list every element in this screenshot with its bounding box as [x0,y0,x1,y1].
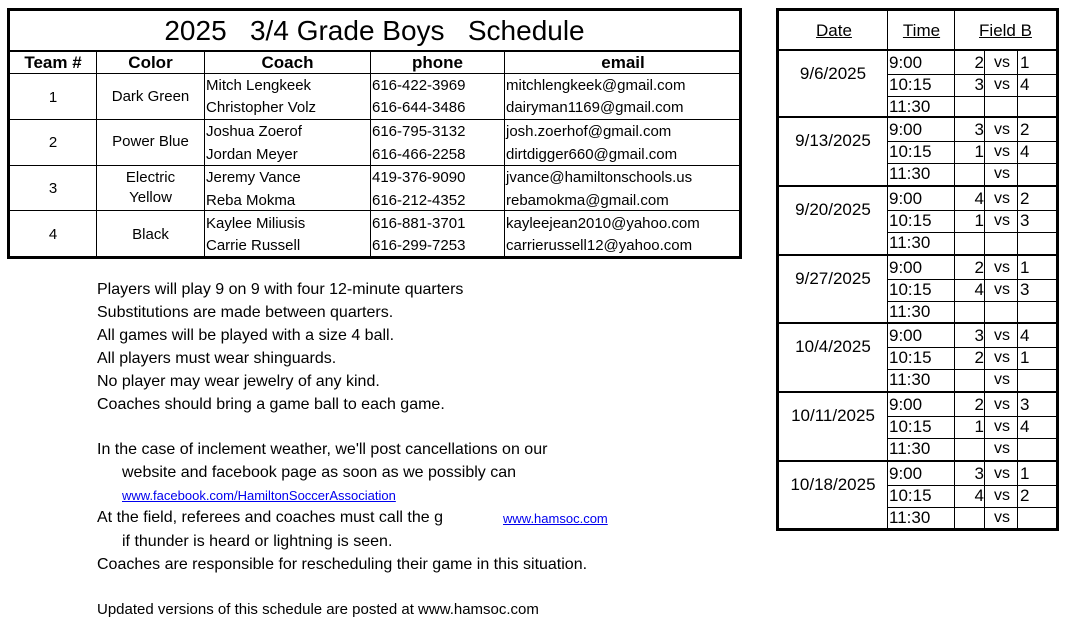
schedule-title: 2025 3/4 Grade Boys Schedule [164,15,585,46]
team-number: 4 [48,226,58,243]
team-table [7,8,742,259]
coach-email[interactable]: josh.zoerhof@gmail.com [506,123,672,140]
row-divider [10,210,739,211]
game-time: 10:15 [889,142,932,161]
header-color: Color [128,53,173,72]
row-divider [887,74,1056,75]
column-divider [887,255,888,323]
game-time: 10:15 [889,75,932,94]
home-team: 1 [974,417,984,436]
game-time: 9:00 [889,120,923,139]
vs-label: vs [994,440,1010,457]
vs-label: vs [994,349,1010,366]
game-time: 9:00 [889,326,923,345]
row-divider [887,416,1056,417]
away-team: 2 [1020,120,1030,139]
column-divider [984,392,985,460]
game-time: 11:30 [889,233,931,252]
field-text: Coaches are responsible for rescheduling their game in this situation. [97,556,588,573]
vs-label: vs [994,259,1010,276]
home-team: 3 [974,120,984,139]
coach-name: Carrie Russell [206,237,301,254]
vs-label: vs [994,212,1010,229]
row-divider [10,73,739,74]
row-divider [887,369,1056,370]
team-number: 3 [48,180,58,197]
header-divider [779,49,1056,51]
column-divider [887,117,888,185]
game-date: 9/27/2025 [795,269,871,288]
field-text: if thunder is heard or lightning is seen. [122,533,393,550]
column-divider [370,52,371,256]
coach-phone: 616-466-2258 [372,146,466,163]
header-date: Date [816,21,852,40]
away-team: 1 [1020,258,1030,277]
game-schedule-table [776,8,1059,531]
game-time: 11:30 [889,439,931,458]
coach-name: Mitch Lengkeek [206,77,312,94]
vs-label: vs [994,281,1010,298]
column-divider [204,52,205,256]
home-team: 4 [974,486,984,505]
away-team: 2 [1020,486,1030,505]
column-divider [954,323,955,391]
header-email: email [601,53,645,72]
home-team: 4 [974,280,984,299]
game-time: 11:30 [889,370,931,389]
coach-phone: 616-299-7253 [372,237,466,254]
facebook-link[interactable]: www.facebook.com/HamiltonSoccerAssociation [122,488,396,503]
game-time: 9:00 [889,189,923,208]
game-time: 11:30 [889,508,931,527]
column-divider [504,52,505,256]
vs-label: vs [994,143,1010,160]
rule-text: Substitutions are made between quarters. [97,304,394,321]
row-divider [887,163,1056,164]
game-time: 11:30 [889,97,931,116]
column-divider [1017,392,1018,460]
row-divider [887,485,1056,486]
vs-label: vs [994,509,1010,526]
home-team: 3 [974,326,984,345]
column-divider [984,117,985,185]
game-time: 10:15 [889,211,932,230]
game-date: 9/13/2025 [795,131,871,150]
team-color: Electric Yellow [125,169,176,206]
vs-label: vs [994,371,1010,388]
coach-name: Reba Mokma [206,192,296,209]
column-divider [984,50,985,118]
column-divider [887,461,888,529]
column-divider [984,323,985,391]
week-divider [779,254,1056,256]
row-divider [887,210,1056,211]
row-divider [887,438,1056,439]
column-divider [1017,461,1018,529]
column-divider [1017,323,1018,391]
away-team: 3 [1020,211,1030,230]
vs-label: vs [994,190,1010,207]
coach-name: Joshua Zoerof [206,123,302,140]
column-divider [1017,186,1018,254]
column-divider [954,392,955,460]
row-divider [887,232,1056,233]
team-number: 1 [48,89,58,106]
coach-phone: 616-212-4352 [372,192,466,209]
coach-phone: 616-644-3486 [372,99,466,116]
rule-text: All games will be played with a size 4 ball. [97,327,395,344]
coach-name: Kaylee Miliusis [206,215,306,232]
coach-email[interactable]: jvance@hamiltonschools.us [506,169,693,186]
header-time: Time [902,21,941,40]
header-team-number: Team # [24,53,82,72]
row-divider [10,165,739,166]
week-divider [779,460,1056,462]
coach-name: Jordan Meyer [206,146,298,163]
row-divider [887,347,1056,348]
row-divider [887,141,1056,142]
row-divider [10,119,739,120]
column-divider [984,186,985,254]
game-time: 10:15 [889,417,932,436]
coach-email[interactable]: dairyman1169@gmail.com [506,99,684,116]
home-team: 4 [974,189,984,208]
home-team: 2 [974,395,984,414]
column-divider [1017,255,1018,323]
vs-label: vs [994,396,1010,413]
vs-label: vs [994,487,1010,504]
away-team: 1 [1020,53,1030,72]
away-team: 1 [1020,464,1030,483]
away-team: 4 [1020,75,1030,94]
week-divider [779,116,1056,118]
game-time: 9:00 [889,53,923,72]
column-divider [1017,117,1018,185]
home-team: 3 [974,75,984,94]
away-team: 3 [1020,280,1030,299]
row-divider [887,96,1056,97]
game-date: 9/20/2025 [795,200,871,219]
game-time: 10:15 [889,280,932,299]
game-date: 10/18/2025 [790,475,876,494]
game-time: 10:15 [889,486,932,505]
game-time: 11:30 [889,164,931,183]
home-team: 1 [974,142,984,161]
column-divider [954,186,955,254]
game-time: 9:00 [889,464,923,483]
coach-email[interactable]: kayleejean2010@yahoo.com [506,215,700,232]
column-divider [984,255,985,323]
team-color: Power Blue [112,133,189,150]
weather-text: In the case of inclement weather, we'll post cancellations on our [97,441,548,458]
vs-label: vs [994,54,1010,71]
game-date: 9/6/2025 [799,64,867,83]
coach-phone: 419-376-9090 [372,169,466,186]
field-text: At the field, referees and coaches must call the g [97,509,443,526]
column-divider [887,11,888,51]
away-team: 1 [1020,348,1030,367]
team-number: 2 [48,134,58,151]
column-divider [954,50,955,118]
vs-label: vs [994,418,1010,435]
column-divider [984,461,985,529]
week-divider [779,391,1056,393]
game-time: 10:15 [889,348,932,367]
away-team: 2 [1020,189,1030,208]
header-field: Field B [979,21,1032,40]
away-team: 3 [1020,395,1030,414]
vs-label: vs [994,465,1010,482]
vs-label: vs [994,165,1010,182]
coach-name: Christopher Volz [206,99,317,116]
column-divider [954,11,955,51]
away-team: 4 [1020,142,1030,161]
vs-label: vs [994,327,1010,344]
game-date: 10/11/2025 [791,406,875,425]
header-coach: Coach [261,53,314,72]
away-team: 4 [1020,326,1030,345]
column-divider [954,255,955,323]
coach-email[interactable]: mitchlengkeek@gmail.com [506,77,686,94]
coach-email[interactable]: carrierussell12@yahoo.com [506,237,693,254]
column-divider [887,392,888,460]
home-team: 2 [974,258,984,277]
rule-text: Players will play 9 on 9 with four 12-minute quarters [97,281,464,298]
column-divider [1017,50,1018,118]
team-color: Dark Green [111,88,190,105]
week-divider [779,322,1056,324]
coach-name: Jeremy Vance [206,169,301,186]
game-time: 9:00 [889,258,923,277]
rule-text: All players must wear shinguards. [97,350,337,367]
vs-label: vs [994,76,1010,93]
row-divider [887,301,1056,302]
coach-email[interactable]: dirtdigger660@gmail.com [506,146,678,163]
coach-email[interactable]: rebamokma@gmail.com [506,192,669,209]
rule-text: Coaches should bring a game ball to each game. [97,396,445,413]
coach-phone: 616-795-3132 [372,123,466,140]
home-team: 3 [974,464,984,483]
home-team: 2 [974,348,984,367]
vs-label: vs [994,121,1010,138]
coach-phone: 616-422-3969 [372,77,466,94]
away-team: 4 [1020,417,1030,436]
game-time: 9:00 [889,395,923,414]
week-divider [779,185,1056,187]
row-divider [887,507,1056,508]
team-color: Black [132,226,169,243]
weather-text: website and facebook page as soon as we possibly can [122,464,517,481]
row-divider [887,279,1056,280]
home-team: 2 [974,53,984,72]
column-divider [954,461,955,529]
column-divider [887,323,888,391]
game-time: 11:30 [889,302,931,321]
rule-text: No player may wear jewelry of any kind. [97,373,380,390]
column-divider [887,50,888,118]
column-divider [887,186,888,254]
hamsoc-link[interactable]: www.hamsoc.com [503,511,643,526]
home-team: 1 [974,211,984,230]
column-divider [954,117,955,185]
game-date: 10/4/2025 [795,337,871,356]
header-phone: phone [412,53,463,72]
updated-text: Updated versions of this schedule are posted at www.hamsoc.com [97,601,539,618]
coach-phone: 616-881-3701 [372,215,466,232]
